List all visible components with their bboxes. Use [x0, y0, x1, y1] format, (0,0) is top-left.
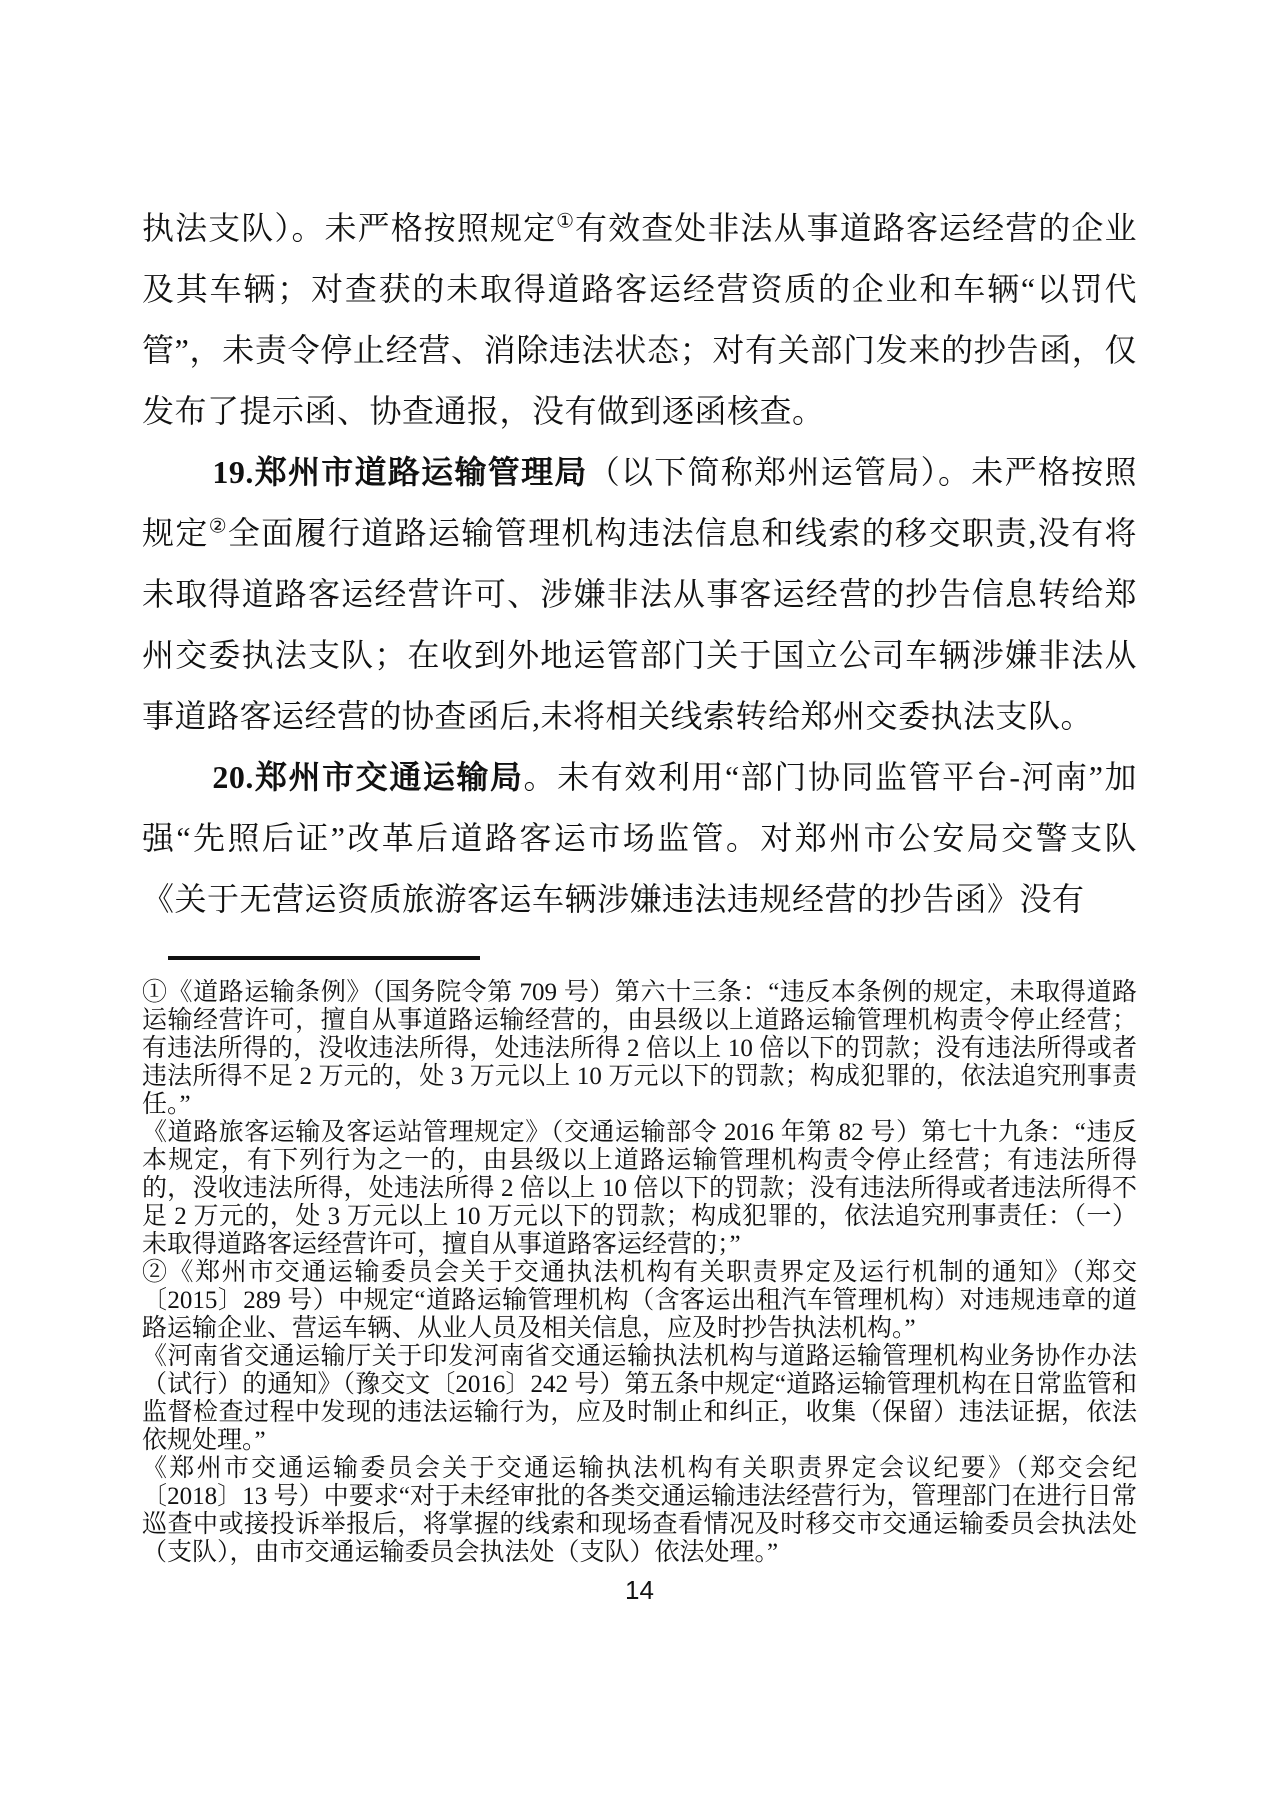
- footnote-separator: [168, 956, 480, 960]
- section-heading-19: 19.郑州市道路运输管理局: [212, 454, 588, 490]
- text-run: 。未有效利用“部门协同监管平台-河南”加强“先照后证”改革后道路客运市场监管。对郑州市公安局交警支队《关于无营运资质旅游客运车辆涉嫌违法违规经营的抄告函》没有: [142, 759, 1137, 917]
- text-run: 有效查处非法从事道路客运经营的企业及其车辆；对查获的未取得道路客运经营资质的企业和车辆“以罚代管”，未责令停止经营、消除违法状态；对有关部门发来的抄告函，仅发布了提示函、协查通报，没有做到逐函核查。: [142, 210, 1137, 429]
- footnote-item: 《道路旅客运输及客运站管理规定》（交通运输部令 2016 年第 82 号）第七十九条：“违反本规定，有下列行为之一的，由县级以上道路运输管理机构责令停止经营；有违法所得的，没收违法所得，处违法所得 2 倍以上 10 倍以下的罚款；没有违法所得或者违法所得不足 2 万元的，处 3 万元以上 10 万元以下的罚款；构成犯罪的，依法追究刑事责任：（一）未取得道路客运经营许可，擅自从事道路客运经营的；”: [142, 1119, 1137, 1258]
- page-number: 14: [625, 1575, 654, 1605]
- text-run: （以下简称郑州运管局）。未严格按照规定: [142, 454, 1137, 551]
- section-heading-20: 20.郑州市交通运输局: [212, 759, 524, 795]
- footnote-ref-1: ①: [556, 210, 576, 233]
- body-paragraph-20: [142, 747, 1137, 930]
- footnote-item: ①《道路运输条例》（国务院令第 709 号）第六十三条：“违反本条例的规定，未取得道路运输经营许可，擅自从事道路运输经营的，由县级以上道路运输管理机构责令停止经营；有违法所得的，没收违法所得，处违法所得 2 倍以上 10 倍以下的罚款；没有违法所得或者违法所得不足 2 万元的，处 3 万元以上 10 万元以下的罚款；构成犯罪的，依法追究刑事责任。”: [142, 979, 1137, 1118]
- page-content: [142, 0, 1137, 1605]
- text-run: 全面履行道路运输管理机构违法信息和线索的移交职责,没有将未取得道路客运经营许可、涉嫌非法从事客运经营的抄告信息转给郑州交委执法支队；在收到外地运管部门关于国立公司车辆涉嫌非法从事道路客运经营的协查函后,未将相关线索转给郑州交委执法支队。: [142, 515, 1137, 734]
- document-body: [142, 0, 1137, 930]
- footnotes-section: [142, 979, 1137, 1567]
- footnote-item: ②《郑州市交通运输委员会关于交通执法机构有关职责界定及运行机制的通知》（郑交〔2015〕289 号）中规定“道路运输管理机构（含客运出租汽车管理机构）对违规违章的道路运输企业、营运车辆、从业人员及相关信息，应及时抄告执法机构。”: [142, 1259, 1137, 1342]
- body-paragraph-continuation: [142, 198, 1137, 442]
- footnote-item: 《郑州市交通运输委员会关于交通运输执法机构有关职责界定会议纪要》（郑交会纪〔2018〕13 号）中要求“对于未经审批的各类交通运输违法经营行为，管理部门在进行日常巡查中或接投诉举报后，将掌握的线索和现场查看情况及时移交市交通运输委员会执法处（支队），由市交通运输委员会执法处（支队）依法处理。”: [142, 1455, 1137, 1566]
- body-paragraph-19: [142, 442, 1137, 747]
- footnote-ref-2: ②: [208, 515, 228, 538]
- text-run: 执法支队）。未严格按照规定: [142, 210, 557, 246]
- footnote-item: 《河南省交通运输厅关于印发河南省交通运输执法机构与道路运输管理机构业务协作办法（试行）的通知》（豫交文〔2016〕242 号）第五条中规定“道路运输管理机构在日常监管和监督检查过程中发现的违法运输行为，应及时制止和纠正，收集（保留）违法证据，依法依规处理。”: [142, 1343, 1137, 1454]
